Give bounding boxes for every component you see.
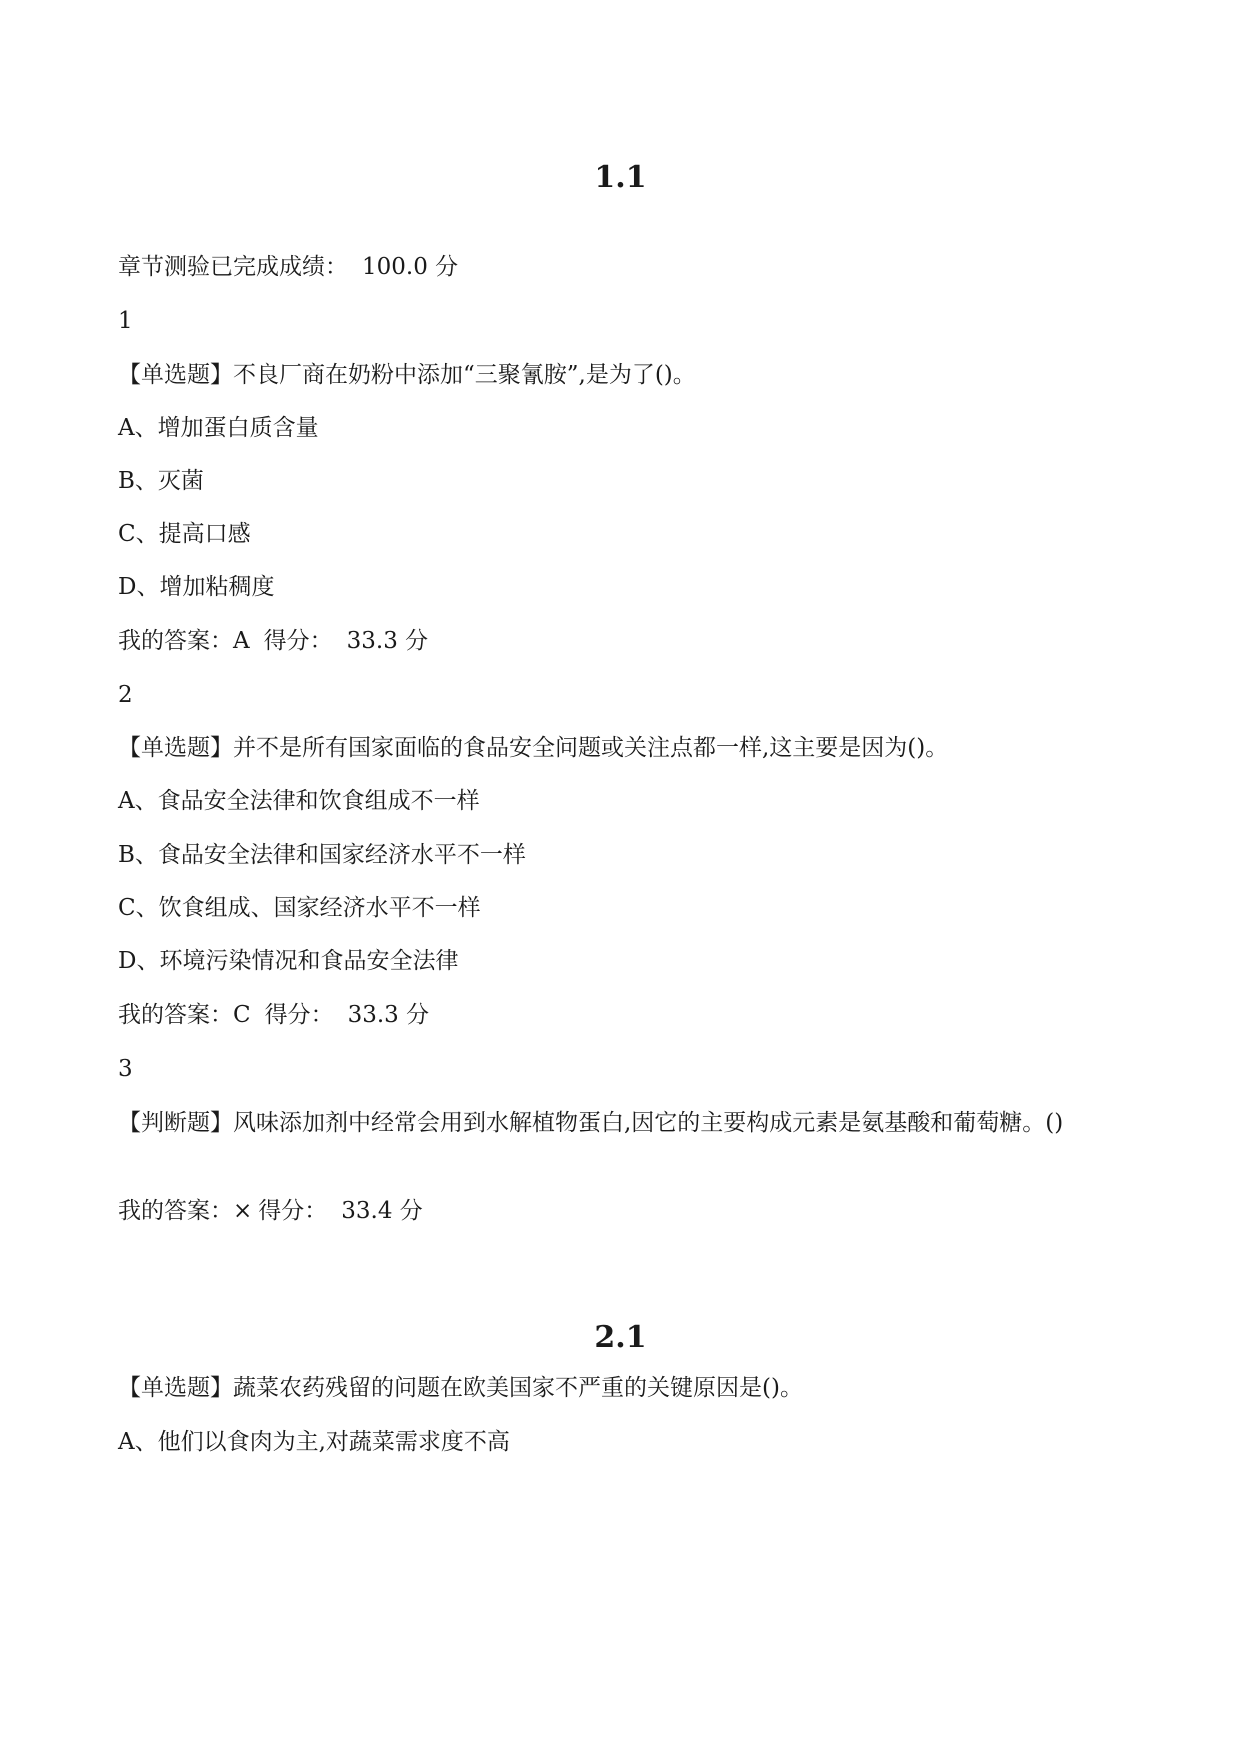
option-b: B、食品安全法律和国家经济水平不一样 <box>118 842 526 868</box>
score-value: 33.4 分 <box>341 1198 423 1224</box>
option-a: A、增加蛋白质含量 <box>118 415 319 441</box>
option-c: C、饮食组成、国家经济水平不一样 <box>118 895 481 921</box>
chapter-score-value: 100.0 分 <box>362 254 459 280</box>
answer-line <box>118 998 429 1032</box>
answer-label: 我的答案： <box>118 628 233 654</box>
answer-value: × <box>233 1198 253 1224</box>
question-text: 【单选题】不良厂商在奶粉中添加“三聚氰胺”,是为了()。 <box>118 362 696 388</box>
option-a: A、食品安全法律和饮食组成不一样 <box>118 788 480 814</box>
option-d: D、增加粘稠度 <box>118 574 275 600</box>
question-text: 【单选题】并不是所有国家面临的食品安全问题或关注点都一样,这主要是因为()。 <box>118 735 949 761</box>
score-label: 得分： <box>263 628 333 654</box>
answer-label: 我的答案： <box>118 1198 233 1224</box>
option-c: C、提高口感 <box>118 521 251 547</box>
section-title: 2.1 <box>594 1320 647 1355</box>
option-b: B、灭菌 <box>118 468 204 494</box>
question-number: 1 <box>118 308 133 334</box>
answer-value: A <box>233 628 250 654</box>
score-value: 33.3 分 <box>346 628 429 654</box>
question-text: 【单选题】蔬菜农药残留的问题在欧美国家不严重的关键原因是()。 <box>118 1375 803 1401</box>
answer-line <box>118 1194 423 1228</box>
question-number: 2 <box>118 682 133 708</box>
question-number: 3 <box>118 1056 133 1082</box>
section-title: 1.1 <box>594 160 647 195</box>
score-label: 得分： <box>258 1198 328 1224</box>
score-value: 33.3 分 <box>347 1002 430 1028</box>
score-label: 得分： <box>264 1002 334 1028</box>
option-d: D、环境污染情况和食品安全法律 <box>118 948 459 974</box>
answer-label: 我的答案： <box>118 1002 233 1028</box>
option-a: A、他们以食肉为主,对蔬菜需求度不高 <box>118 1429 510 1455</box>
question-text: 【判断题】风味添加剂中经常会用到水解植物蛋白,因它的主要构成元素是氨基酸和葡萄糖。() <box>118 1110 1064 1136</box>
answer-line <box>118 624 428 658</box>
answer-value: C <box>233 1002 251 1028</box>
chapter-score-line <box>118 250 458 284</box>
chapter-score-label: 章节测验已完成成绩： <box>118 254 348 280</box>
